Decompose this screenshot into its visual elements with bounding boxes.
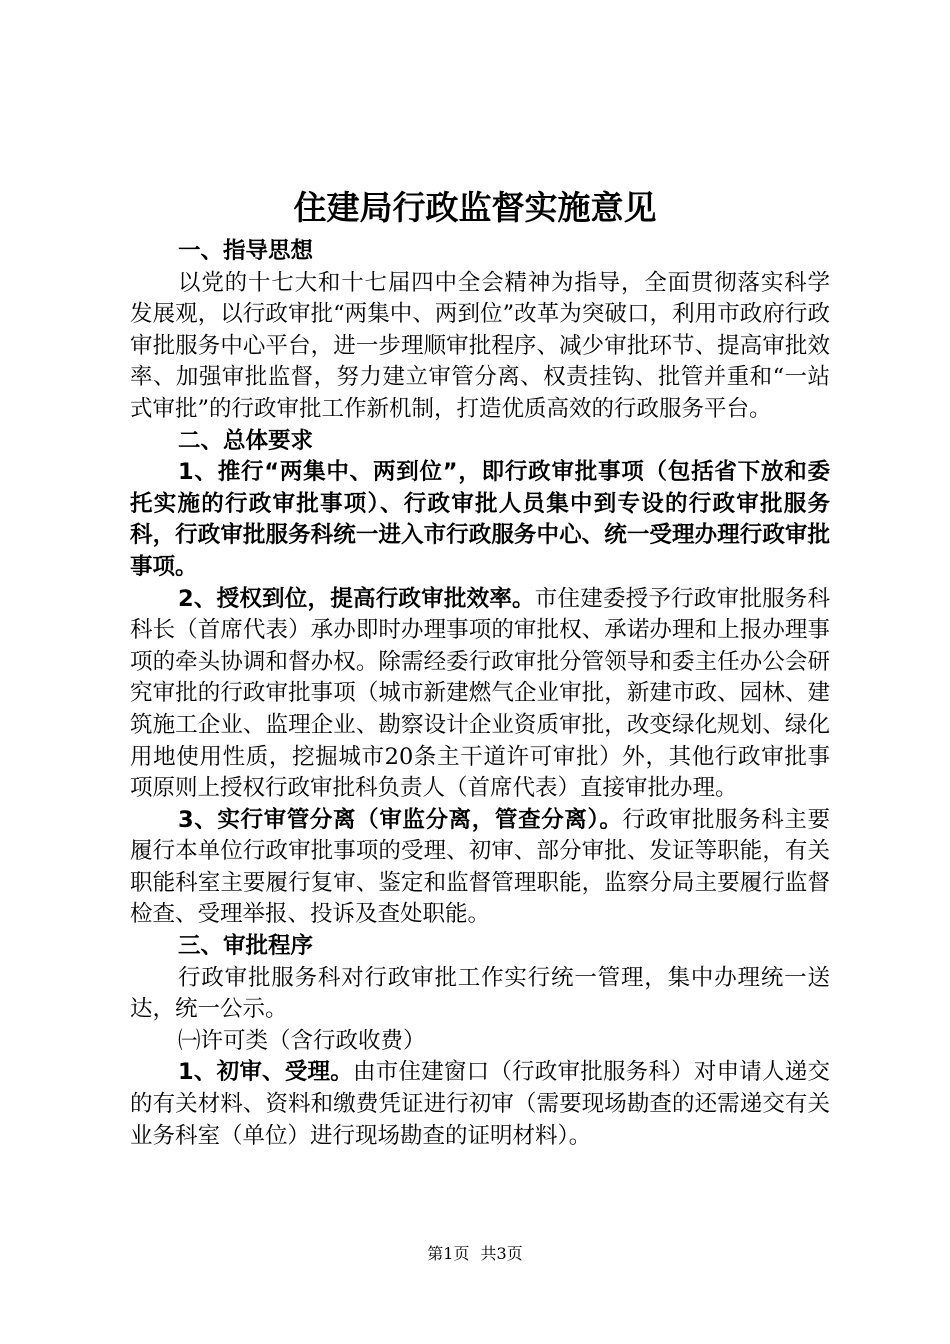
section-heading-3: 三、审批程序 [178, 933, 314, 960]
requirement-3-lead: 3、实行审管分离（审监分离，管查分离）。 [178, 806, 623, 833]
requirement-2-text: 市住建委授予行政审批服务科科长（首席代表）承办即时办理事项的审批权、承诺办理和上报办理事项的牵头协调和督办权。除需经委行政审批分管领导和委主任办公会研究审批的行政审批事项（城市新建燃气企业审批，新建市政、园林、建筑施工企业、监理企业、勘察设计企业资质审批，改变绿化规划、绿化用地使用性质，挖掘城市20条主干道许可审批）外，其他行政审批事项原则上授权行政审批科负责人（首席代表）直接审批办理。 [130, 585, 830, 802]
paragraph-requirement-3 [130, 805, 830, 931]
paragraph-requirement-1: 1、推行“两集中、两到位”，即行政审批事项（包括省下放和委托实施的行政审批事项）、行政审批人员集中到专设的行政审批服务科，行政审批服务科统一进入市行政服务中心、统一受理办理行政审批事项。 [130, 459, 830, 580]
requirement-2-lead: 2、授权到位，提高行政审批效率。 [178, 585, 535, 612]
paragraph-procedure-intro: 行政审批服务科对行政审批工作实行统一管理，集中办理统一送达，统一公示。 [130, 964, 830, 1023]
document-title: 住建局行政监督实施意见 [293, 188, 657, 227]
paragraph-guiding-ideology: 以党的十七大和十七届四中全会精神为指导，全面贯彻落实科学发展观，以行政审批“两集中、两到位”改革为突破口，利用市政府行政审批服务中心平台，进一步理顺审批程序、减少审批环节、提高审批效率、加强审批监督，努力建立审管分离、权责挂钩、批管并重和“一站式审批”的行政审批工作新机制，打造优质高效的行政服务平台。 [130, 269, 830, 422]
procedure-1-lead: 1、初审、受理。 [178, 1059, 353, 1086]
section-heading-1: 一、指导思想 [178, 238, 314, 264]
page-total: 共3页 [480, 1244, 523, 1263]
subsection-heading-license: ㈠许可类（含行政收费） [178, 1027, 426, 1054]
paragraph-procedure-1 [130, 1057, 830, 1152]
page-number: 第1页 [427, 1244, 470, 1263]
document-body [130, 236, 830, 1152]
requirement-3-text: 行政审批服务科主要履行本单位行政审批事项的受理、初审、部分审批、发证等职能，有关职能科室主要履行复审、鉴定和监督管理职能，监察分局主要履行监督检查、受理举报、投诉及查处职能。 [130, 806, 830, 928]
page-footer [0, 1243, 950, 1265]
section-heading-2: 二、总体要求 [178, 427, 314, 454]
procedure-1-text: 由市住建窗口（行政审批服务科）对申请人递交的有关材料、资料和缴费凭证进行初审（需要现场勘查的还需递交有关业务科室（单位）进行现场勘查的证明材料）。 [130, 1059, 830, 1149]
paragraph-requirement-2 [130, 584, 830, 805]
